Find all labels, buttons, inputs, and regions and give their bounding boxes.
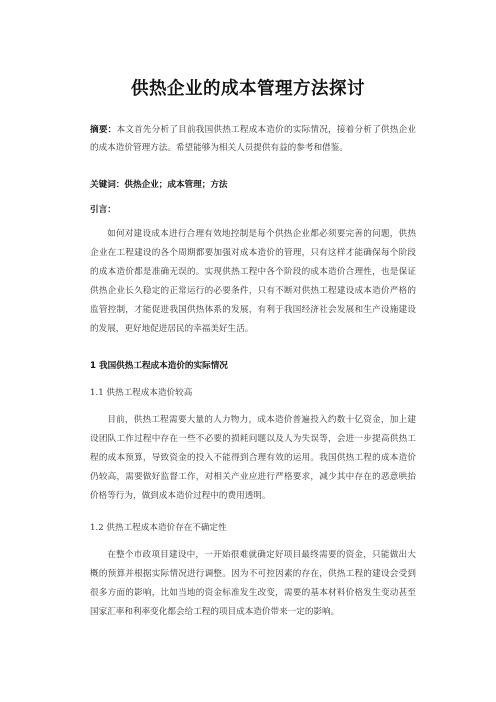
- section-1-1-heading: 1.1 供热工程成本造价较高: [90, 388, 193, 398]
- section-1-2-paragraph: 在整个市政项目建设中，一开始很难就确定好项目最终需要的资金，只能做出大概的预算并根据实际情况进行调整。因为不可控因素的存在，供热工程的建设会受到很多方面的影响，比如当地的资金标准发生改变，需要的基本材料价格发生变动甚至国家汇率和利率变化都会给工程的项目成本造价带来一定的影响。: [90, 550, 416, 617]
- keywords-label: 关键词：: [90, 180, 125, 190]
- section-1-2-heading: 1.2 供热工程成本造价存在不确定性: [90, 523, 227, 533]
- section-1-1-paragraph: 目前，供热工程需要大量的人力物力，成本造价普遍投入约数十亿资金，加上建设团队工作过程中存在一些不必要的损耗问题以及人为失误等，会进一步提高供热工程的成本预算，导致资金的投入不能得到合理有效的运用。我国供热工程的成本造价仍较高，需要做好监督工作，对相关产业应进行严格要求，减少其中存在的恶意哄抬价格等行为，做到成本造价过程中的费用透明。: [90, 415, 416, 501]
- keywords-text: 供热企业；成本管理；方法: [124, 180, 228, 190]
- intro-paragraph: 如何对建设成本进行合理有效地控制是每个供热企业都必须要完善的问题，供热企业在工程建设的各个周期都要加强对成本造价的管理，只有这样才能确保每个阶段的成本造价都是准确无误的。实现供热工程中各个阶段的成本造价合理性，也是保证供热企业长久稳定的正常运行的必要条件，只有不断对供热工程建设成本造价严格的监管控制，才能促进我国供热体系的发展，有利于我国经济社会发展和生产设施建设的发展，更好地促进居民的幸福美好生活。: [90, 229, 416, 334]
- abstract-text: 本文首先分析了目前我国供热工程成本造价的实际情况，接着分析了供热企业的成本造价管理方法。希望能够为相关人员提供有益的参考和借鉴。: [90, 125, 416, 153]
- abstract: [90, 122, 416, 157]
- intro-heading: [90, 201, 416, 219]
- section-1-heading: 1 我国供热工程成本造价的实际情况: [90, 361, 228, 371]
- document-title: 供热企业的成本管理方法探讨: [131, 79, 365, 99]
- intro-label: 引言：: [90, 205, 116, 215]
- abstract-label: 摘要：: [90, 125, 117, 135]
- keywords: [90, 176, 416, 194]
